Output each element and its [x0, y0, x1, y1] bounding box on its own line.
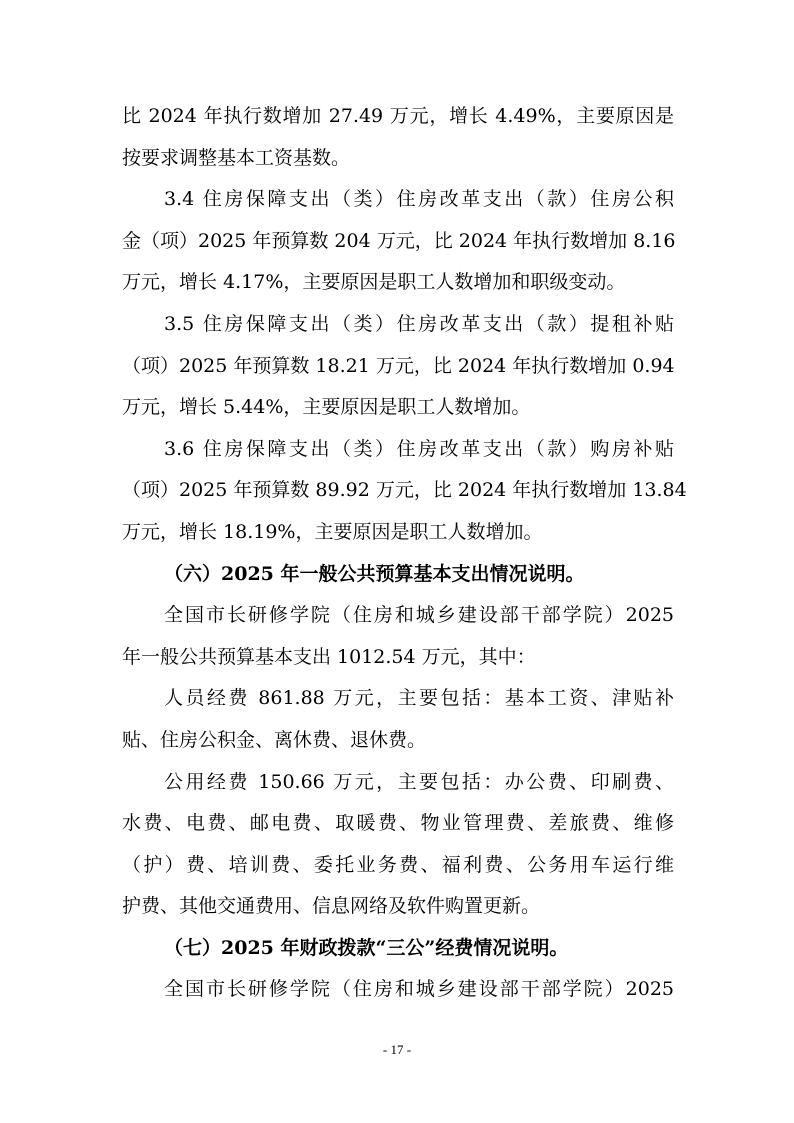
text-line: 比 2024 年执行数增加 27.49 万元，增长 4.49%，主要原因是 [122, 105, 674, 127]
text-line: 3.4 住房保障支出（类）住房改革支出（款）住房公积 [164, 188, 674, 211]
text-line: 护费、其他交通费用、信息网络及软件购置更新。 [122, 895, 541, 918]
text-line: 金（项）2025 年预算数 204 万元，比 2024 年执行数增加 8.16 [122, 229, 676, 252]
text-line: 3.5 住房保障支出（类）住房改革支出（款）提租补贴 [164, 312, 674, 335]
text-line: 全国市长研修学院（住房和城乡建设部干部学院）2025 [164, 978, 674, 1001]
text-line: 万元，增长 4.17%，主要原因是职工人数增加和职级变动。 [122, 271, 626, 294]
text-line: （项）2025 年预算数 89.92 万元，比 2024 年执行数增加 13.84 [122, 479, 687, 502]
text-line: 万元，增长 5.44%，主要原因是职工人数增加。 [122, 396, 531, 419]
section-heading: （七）2025 年财政拨款“三公”经费情况说明。 [164, 936, 569, 959]
text-line: 年一般公共预算基本支出 1012.54 万元，其中： [122, 645, 536, 668]
text-line: 3.6 住房保障支出（类）住房改革支出（款）购房补贴 [164, 437, 674, 460]
text-line: （护）费、培训费、委托业务费、福利费、公务用车运行维 [122, 853, 674, 876]
text-line: 万元，增长 18.19%，主要原因是职工人数增加。 [122, 520, 543, 543]
text-line: 水费、电费、邮电费、取暖费、物业管理费、差旅费、维修 [122, 812, 674, 835]
text-line: 按要求调整基本工资基数。 [122, 146, 351, 169]
text-line: 人员经费 861.88 万元，主要包括：基本工资、津贴补 [164, 687, 674, 710]
text-line: 公用经费 150.66 万元，主要包括：办公费、印刷费、 [164, 770, 674, 793]
text-line: 贴、住房公积金、离休费、退休费。 [122, 728, 427, 751]
text-line: （项）2025 年预算数 18.21 万元，比 2024 年执行数增加 0.94 [122, 354, 675, 377]
body-text [122, 96, 687, 1011]
text-line: 全国市长研修学院（住房和城乡建设部干部学院）2025 [164, 604, 674, 627]
section-heading: （六）2025 年一般公共预算基本支出情况说明。 [164, 562, 585, 585]
page-number: - 17 - [382, 1042, 412, 1057]
